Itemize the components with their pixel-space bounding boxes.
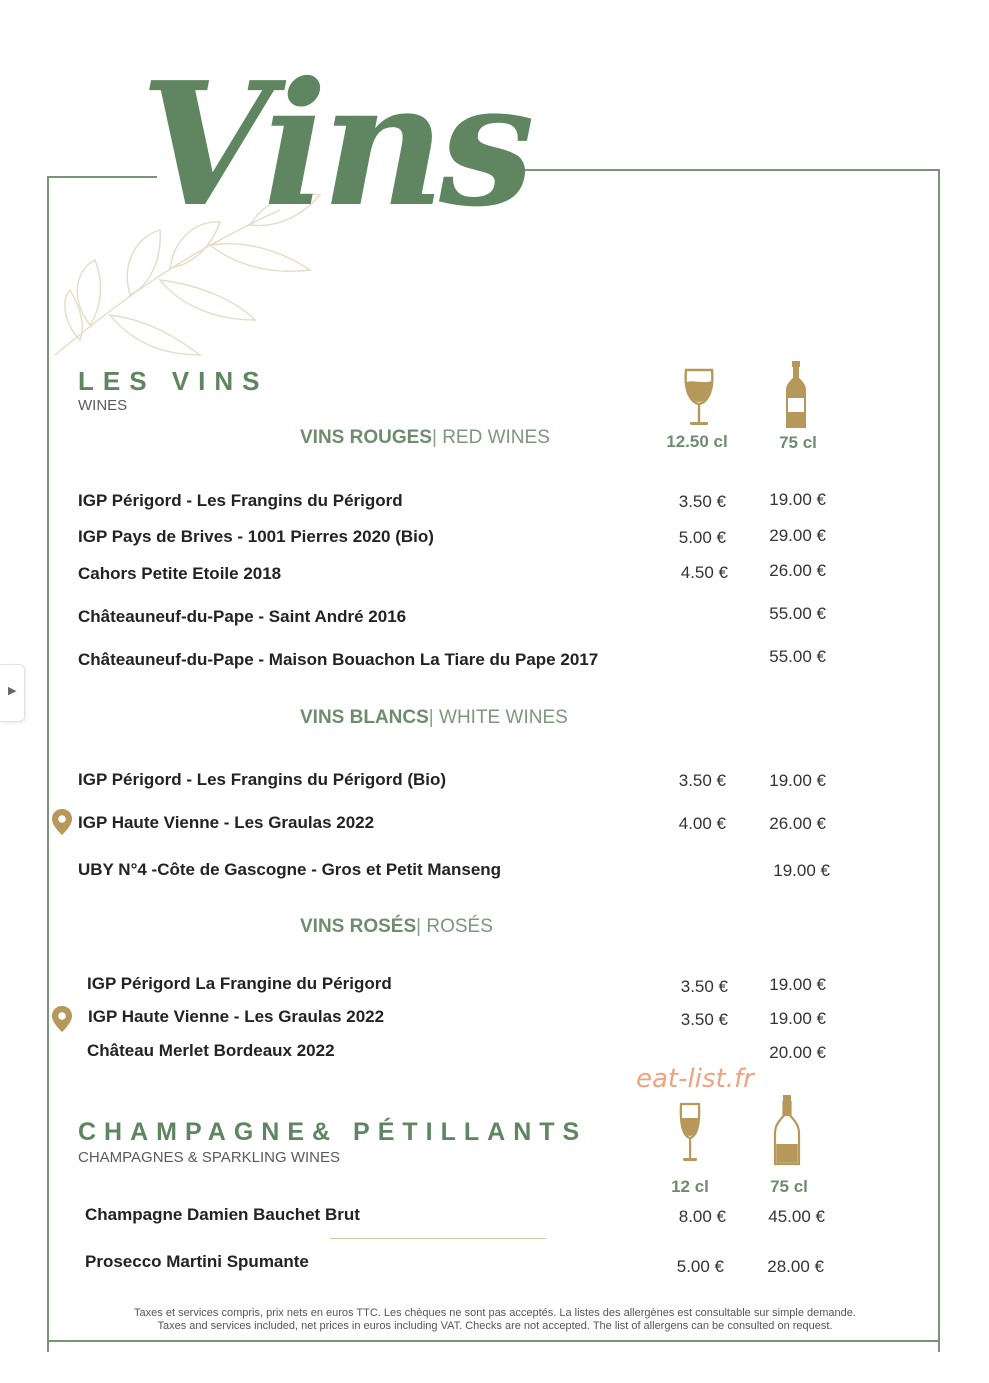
col-header-glass: 12.50 cl bbox=[666, 432, 728, 451]
bottle-price: 45.00 € bbox=[768, 1207, 825, 1226]
category-separator: | bbox=[428, 707, 434, 728]
bottle-price: 19.00 € bbox=[769, 490, 826, 509]
wine-name: IGP Périgord - Les Frangins du Périgord (Bio) bbox=[78, 770, 447, 789]
category-heading-reds bbox=[300, 427, 550, 449]
category-separator: | bbox=[416, 916, 422, 937]
category-heading-light: RED WINES bbox=[442, 427, 550, 448]
glass-price: 3.50 € bbox=[680, 977, 728, 996]
champagne-section-title: CHAMPAGNE& PÉTILLANTS bbox=[78, 1118, 588, 1146]
wine-name: Cahors Petite Etoile 2018 bbox=[78, 564, 282, 583]
bottle-price: 55.00 € bbox=[769, 647, 826, 666]
wine-name: IGP Périgord - Les Frangins du Périgord bbox=[78, 491, 403, 510]
col-header-bottle: 75 cl bbox=[779, 433, 817, 452]
watermark: eat-list.fr bbox=[636, 1064, 754, 1094]
wine-name: Prosecco Martini Spumante bbox=[85, 1252, 309, 1271]
category-heading-whites bbox=[300, 707, 568, 729]
wines-section-title: LES VINS bbox=[78, 366, 269, 396]
wine-name: Champagne Damien Bauchet Brut bbox=[85, 1205, 360, 1224]
frame-top-right bbox=[500, 169, 940, 171]
glass-price: 5.00 € bbox=[676, 1257, 724, 1276]
champagne-bottle-icon bbox=[773, 1094, 801, 1166]
side-drawer-tab[interactable] bbox=[0, 664, 25, 722]
bottle-price: 19.00 € bbox=[769, 771, 826, 790]
wine-name: IGP Haute Vienne - Les Graulas 2022 bbox=[78, 813, 375, 832]
bottle-price: 55.00 € bbox=[769, 604, 826, 623]
category-heading-light: ROSÉS bbox=[426, 916, 493, 937]
bottle-price: 26.00 € bbox=[769, 561, 826, 580]
category-heading-bold: VINS ROSÉS bbox=[300, 916, 417, 937]
wine-name: Châteauneuf-du-Pape - Saint André 2016 bbox=[78, 607, 407, 626]
wine-name: Châteauneuf-du-Pape - Maison Bouachon La Tiare du Pape 2017 bbox=[78, 650, 599, 669]
glass-price: 3.50 € bbox=[680, 1010, 728, 1029]
glass-price: 8.00 € bbox=[678, 1207, 726, 1226]
frame-right bbox=[938, 169, 940, 1352]
category-separator: | bbox=[431, 427, 437, 448]
bottle-price: 26.00 € bbox=[769, 814, 826, 833]
col-header-glass: 12 cl bbox=[671, 1177, 709, 1196]
category-heading-bold: VINS ROUGES bbox=[300, 427, 432, 448]
bottle-price: 20.00 € bbox=[769, 1043, 826, 1062]
champagne-section-subtitle: CHAMPAGNES & SPARKLING WINES bbox=[78, 1149, 340, 1166]
footer-note-en: Taxes and services included, net prices in euros including VAT. Checks are not accepted. The list of allergens can be consulted on request. bbox=[157, 1320, 833, 1332]
wine-name: IGP Périgord La Frangine du Périgord bbox=[87, 974, 392, 993]
location-pin-icon bbox=[51, 808, 73, 836]
glass-price: 3.50 € bbox=[678, 771, 726, 790]
champagne-flute-icon bbox=[678, 1102, 702, 1164]
glass-price: 4.00 € bbox=[678, 814, 726, 833]
wine-name: IGP Haute Vienne - Les Graulas 2022 bbox=[88, 1007, 385, 1026]
bottle-price: 19.00 € bbox=[769, 1009, 826, 1028]
footer-note-fr: Taxes et services compris, prix nets en euros TTC. Les chèques ne sont pas acceptés. La listes des allergènes est consultable sur simple demande. bbox=[134, 1307, 856, 1319]
page-title: Vins bbox=[140, 45, 529, 245]
frame-left bbox=[47, 176, 49, 1352]
category-heading-bold: VINS BLANCS bbox=[300, 707, 429, 728]
item-divider bbox=[330, 1238, 546, 1239]
bottle-price: 28.00 € bbox=[767, 1257, 824, 1276]
wine-name: UBY N°4 -Côte de Gascogne - Gros et Petit Manseng bbox=[78, 860, 502, 879]
category-heading-light: WHITE WINES bbox=[439, 707, 568, 728]
chevron-right-icon: ▶ bbox=[8, 684, 17, 697]
category-heading-roses bbox=[300, 916, 493, 938]
wines-section-subtitle: WINES bbox=[78, 397, 128, 414]
glass-price: 3.50 € bbox=[678, 492, 726, 511]
bottle-price: 19.00 € bbox=[773, 861, 830, 880]
bottle-price: 19.00 € bbox=[769, 975, 826, 994]
wine-bottle-icon bbox=[784, 360, 808, 430]
glass-price: 5.00 € bbox=[678, 528, 726, 547]
wine-glass-icon bbox=[682, 368, 716, 428]
bottle-price: 29.00 € bbox=[769, 526, 826, 545]
frame-bottom bbox=[47, 1340, 940, 1342]
glass-price: 4.50 € bbox=[680, 563, 728, 582]
wine-name: Château Merlet Bordeaux 2022 bbox=[87, 1041, 335, 1060]
col-header-bottle: 75 cl bbox=[770, 1177, 808, 1196]
wine-name: IGP Pays de Brives - 1001 Pierres 2020 (Bio) bbox=[78, 527, 434, 546]
location-pin-icon bbox=[51, 1005, 73, 1033]
